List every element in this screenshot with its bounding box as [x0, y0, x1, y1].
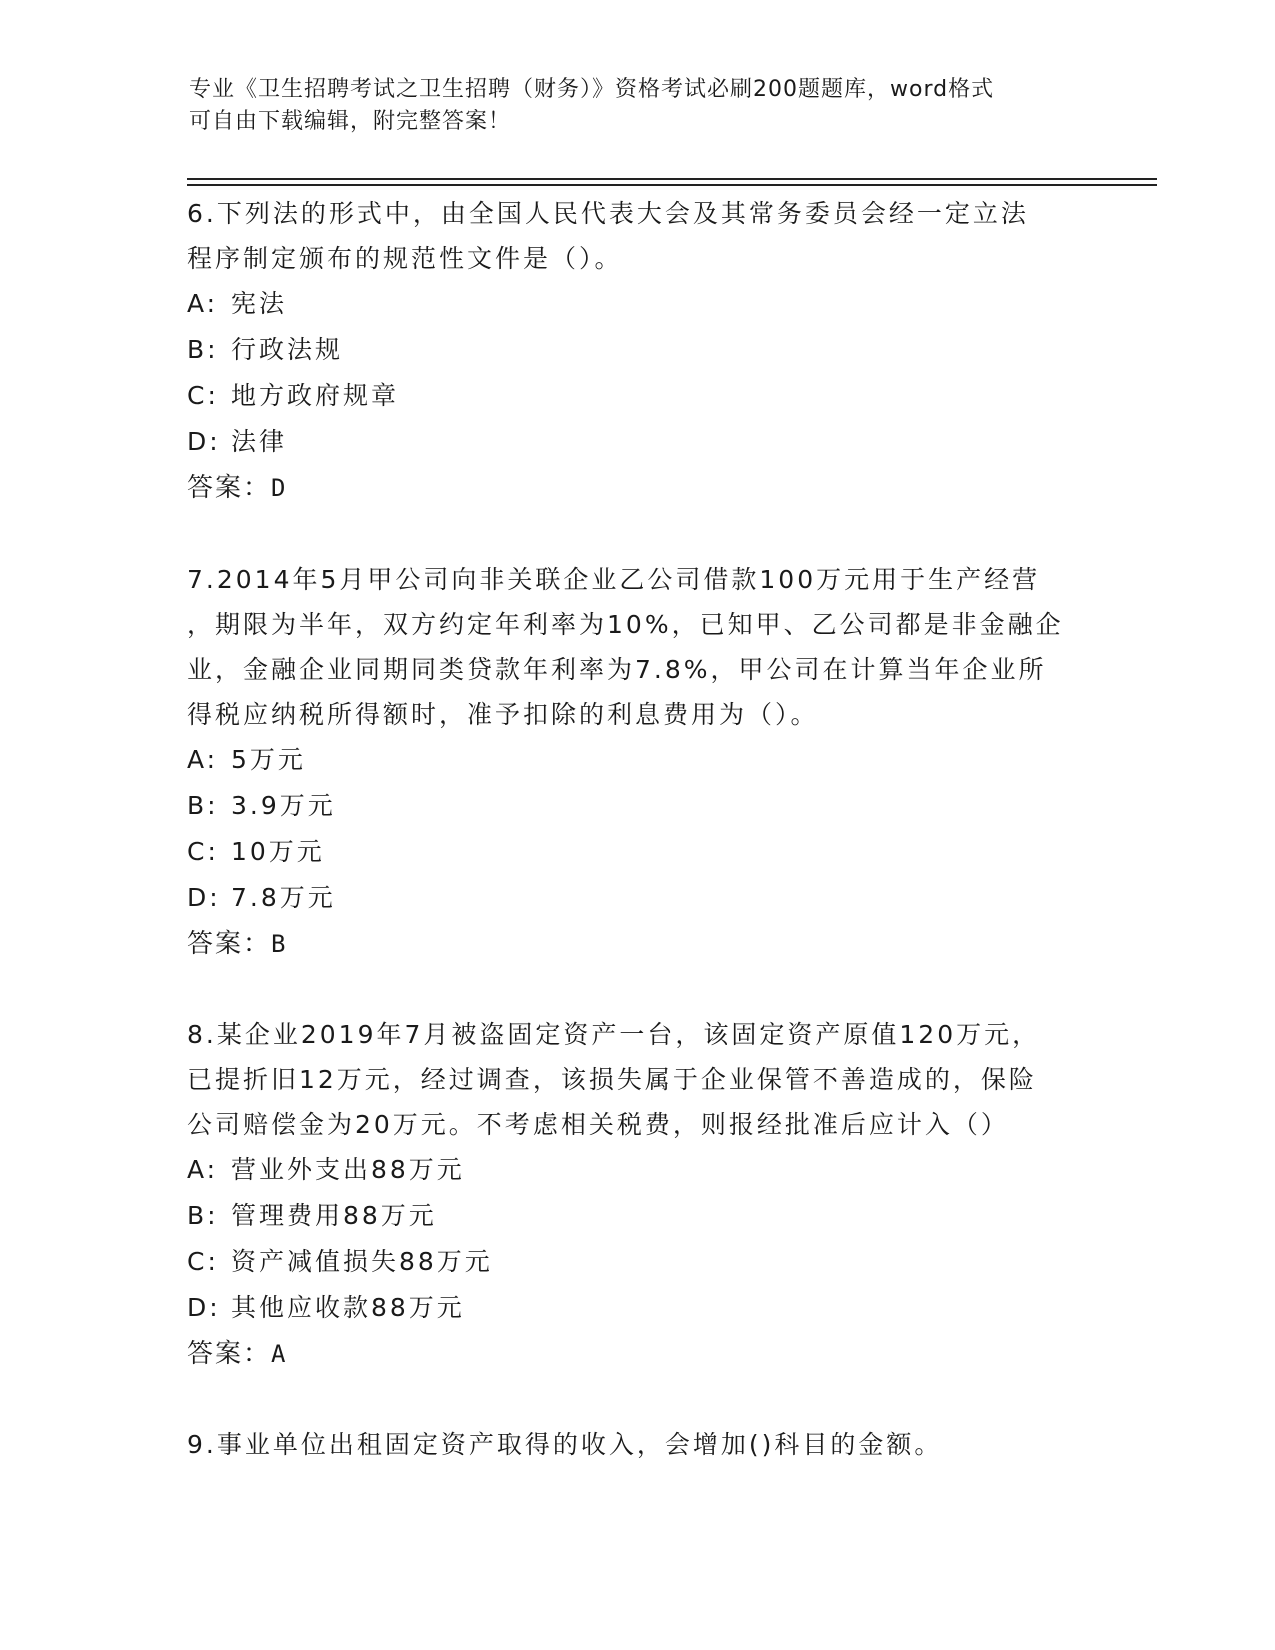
answer-label: 答案：: [187, 473, 272, 503]
header-line-1: 专业《卫生招聘考试之卫生招聘（财务）》资格考试必刷200题题库，word格式: [189, 77, 995, 102]
answer-label: 答案：: [187, 929, 272, 959]
option-c: [187, 1239, 1087, 1285]
option-d: [187, 1285, 1087, 1331]
question-8: [187, 1012, 1087, 1377]
question-7: [187, 557, 1087, 967]
option-b: [187, 1193, 1087, 1239]
option-letter: B:: [187, 791, 219, 820]
option-text: 管理费用88万元: [231, 1201, 437, 1230]
option-d: [187, 419, 1087, 465]
option-letter: C:: [187, 837, 219, 866]
option-letter: B:: [187, 335, 219, 364]
option-a: [187, 281, 1087, 327]
stem-line: 已提折旧12万元，经过调查，该损失属于企业保管不善造成的，保险: [187, 1065, 1037, 1094]
option-text: 3.9万元: [231, 791, 336, 820]
option-letter: A:: [187, 745, 219, 774]
stem-line: 7.2014年5月甲公司向非关联企业乙公司借款100万元用于生产经营: [187, 565, 1041, 594]
option-text: 法律: [231, 427, 288, 456]
stem-line: 业，金融企业同期同类贷款年利率为7.8%，甲公司在计算当年企业所: [187, 655, 1047, 684]
question-stem: [187, 1422, 1087, 1467]
question-stem: [187, 557, 1087, 737]
question-stem: [187, 191, 1087, 281]
option-text: 营业外支出88万元: [231, 1155, 465, 1184]
option-a: [187, 1147, 1087, 1193]
question-6: [187, 191, 1087, 511]
option-letter: C:: [187, 381, 219, 410]
option-letter: D:: [187, 1293, 221, 1322]
option-c: [187, 373, 1087, 419]
answer-value: D: [271, 474, 288, 502]
option-text: 5万元: [231, 745, 306, 774]
option-a: [187, 737, 1087, 783]
stem-line: 程序制定颁布的规范性文件是（）。: [187, 244, 623, 273]
stem-line: ，期限为半年，双方约定年利率为10%，已知甲、乙公司都是非金融企: [187, 610, 1064, 639]
option-letter: B:: [187, 1201, 219, 1230]
option-letter: D:: [187, 427, 221, 456]
option-letter: A:: [187, 289, 219, 318]
option-text: 其他应收款88万元: [231, 1293, 465, 1322]
option-c: [187, 829, 1087, 875]
header-divider-top: [187, 178, 1157, 180]
stem-line: 8.某企业2019年7月被盗固定资产一台，该固定资产原值120万元，: [187, 1020, 1041, 1049]
option-letter: A:: [187, 1155, 219, 1184]
option-text: 7.8万元: [231, 883, 336, 912]
document-header: [189, 74, 1089, 138]
stem-line: 6.下列法的形式中，由全国人民代表大会及其常务委员会经一定立法: [187, 199, 1029, 228]
option-text: 地方政府规章: [231, 381, 400, 410]
answer-label: 答案：: [187, 1339, 272, 1369]
option-b: [187, 783, 1087, 829]
option-text: 资产减值损失88万元: [231, 1247, 493, 1276]
answer-line: [187, 1331, 1087, 1377]
question-stem: [187, 1012, 1087, 1147]
answer-value: A: [271, 1340, 288, 1368]
answer-line: [187, 465, 1087, 511]
option-text: 行政法规: [231, 335, 344, 364]
stem-line: 9.事业单位出租固定资产取得的收入，会增加()科目的金额。: [187, 1430, 943, 1459]
option-letter: C:: [187, 1247, 219, 1276]
header-divider-bottom: [187, 184, 1157, 186]
stem-line: 得税应纳税所得额时，准予扣除的利息费用为（）。: [187, 700, 819, 729]
header-line-2: 可自由下载编辑，附完整答案！: [189, 109, 512, 134]
option-d: [187, 875, 1087, 921]
option-b: [187, 327, 1087, 373]
option-text: 宪法: [231, 289, 288, 318]
option-letter: D:: [187, 883, 221, 912]
answer-line: [187, 921, 1087, 967]
stem-line: 公司赔偿金为20万元。不考虑相关税费，则报经批准后应计入（）: [187, 1110, 1009, 1139]
answer-value: B: [271, 930, 288, 958]
question-9: [187, 1422, 1087, 1467]
option-text: 10万元: [231, 837, 325, 866]
